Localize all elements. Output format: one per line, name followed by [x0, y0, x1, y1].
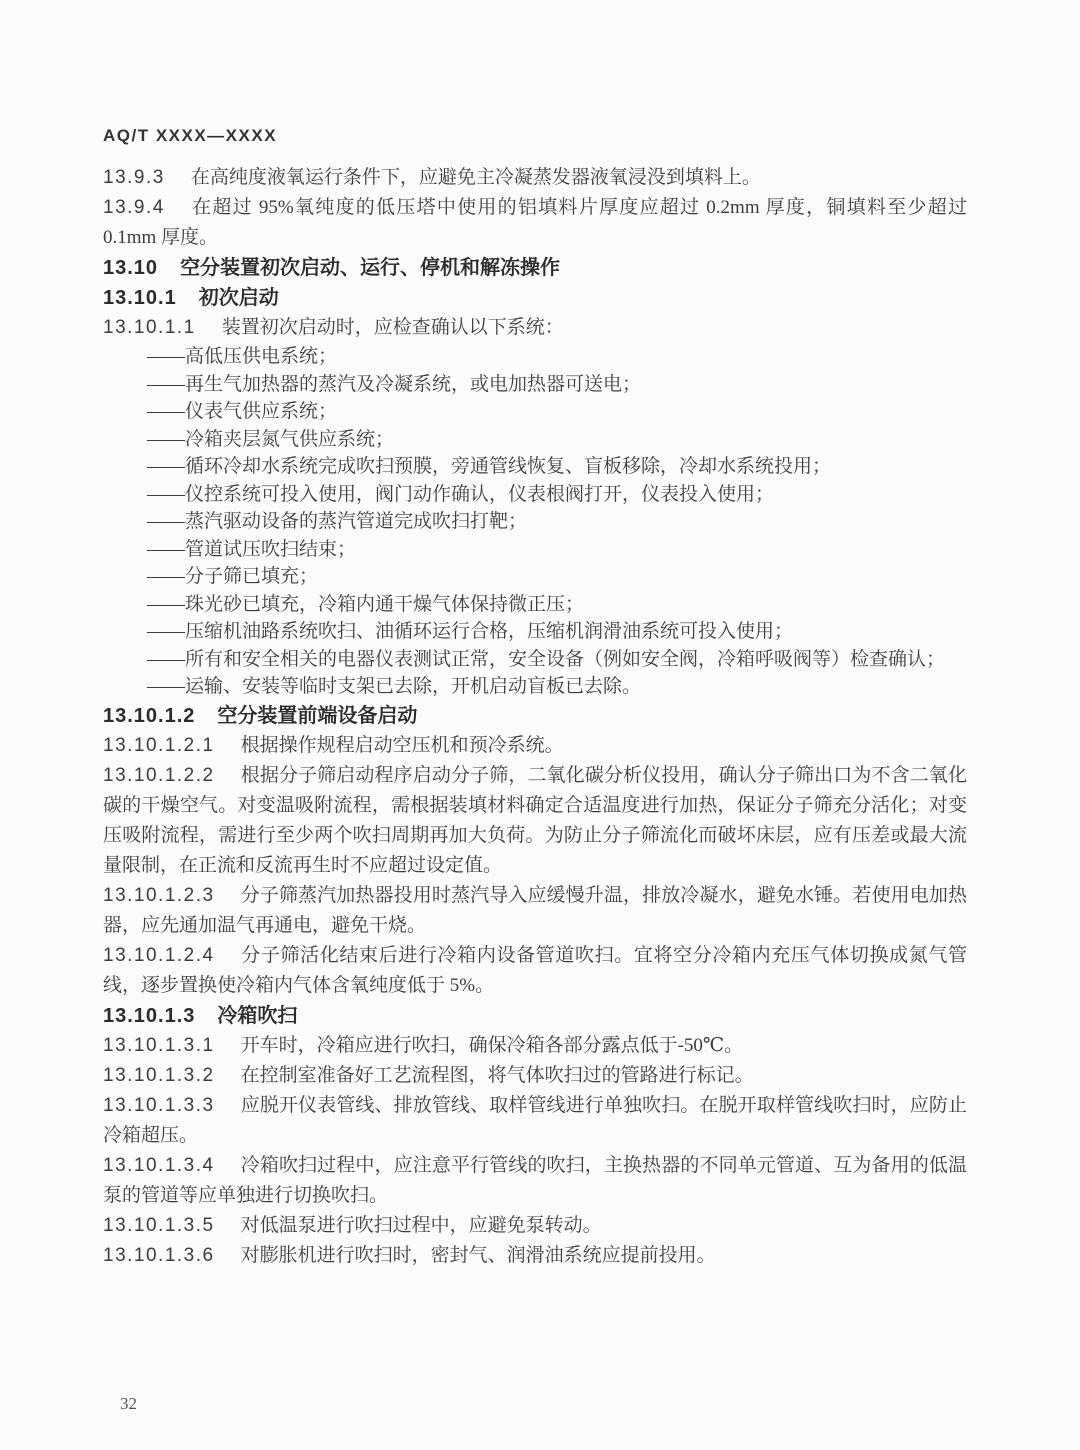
clause-text: 对低温泵进行吹扫过程中，应避免泵转动。	[240, 1214, 602, 1236]
clause-text: 根据操作规程启动空压机和预冷系统。	[240, 734, 564, 756]
list-item: ——循环冷却水系统完成吹扫预膜，旁通管线恢复、盲板移除，冷却水系统投用；	[147, 456, 832, 477]
clause-paragraph	[103, 1151, 967, 1211]
clause-number: 13.10.1.1	[103, 317, 196, 338]
clause-number: 13.10.1.2.1	[103, 734, 215, 756]
list-item: ——管道试压吹扫结束；	[147, 538, 357, 560]
clause-paragraph	[103, 761, 967, 881]
heading-text: 空分装置前端设备启动	[217, 704, 418, 727]
clause-text: 分子筛活化结束后进行冷箱内设备管道吹扫。宜将空分冷箱内充压气体切换成氮气管线，逐步置换使冷箱内气体含氧纯度低于 5%。	[103, 944, 967, 996]
heading-text: 初次启动	[198, 287, 279, 309]
clause-number: 13.9.4	[103, 197, 165, 218]
list-item: ——运输、安装等临时支架已去除，开机启动盲板已去除。	[147, 676, 642, 697]
section-heading	[103, 701, 967, 731]
clause-number: 13.10.1.3.5	[103, 1214, 215, 1236]
list-item: ——冷箱夹层氮气供应系统；	[147, 428, 395, 450]
list-item: ——珠光砂已填充，冷箱内通干燥气体保持微正压；	[147, 593, 585, 615]
clause-paragraph	[103, 941, 967, 1001]
document-header: AQ/T XXXX—XXXX	[103, 126, 278, 145]
list-item: ——分子筛已填充；	[147, 566, 319, 587]
clause-text: 开车时，冷箱应进行吹扫，确保冷箱各部分露点低于-50℃。	[240, 1034, 744, 1056]
heading-number: 13.10.1.2	[103, 704, 196, 727]
section-heading	[103, 283, 967, 313]
list-item: ——高低压供电系统；	[147, 346, 338, 367]
clause-number: 13.10.1.2.3	[103, 884, 215, 906]
clause-number: 13.10.1.2.4	[103, 944, 215, 966]
page-number: 32	[120, 1394, 137, 1413]
clause-paragraph	[103, 881, 967, 941]
clause-text: 在高纯度液氧运行条件下，应避免主冷凝蒸发器液氧浸没到填料上。	[190, 167, 761, 188]
list-item: ——压缩机油路系统吹扫、油循环运行合格，压缩机润滑油系统可投入使用；	[147, 621, 794, 642]
clause-text: 装置初次启动时，应检查确认以下系统：	[221, 317, 564, 338]
clause-text: 分子筛蒸汽加热器投用时蒸汽导入应缓慢升温，排放冷凝水，避免水锤。若使用电加热器，应先通加温气再通电，避免干烧。	[103, 884, 967, 936]
clause-number: 13.10.1.3.4	[103, 1154, 215, 1176]
heading-text: 空分装置初次启动、运行、停机和解冻操作	[180, 257, 561, 279]
document-body	[103, 163, 967, 1271]
section-heading	[103, 253, 967, 283]
section-heading	[103, 1001, 967, 1031]
heading-text: 冷箱吹扫	[217, 1004, 298, 1027]
clause-paragraph	[103, 1031, 967, 1061]
list-item: ——仪控系统可投入使用，阀门动作确认，仪表根阀打开，仪表投入使用；	[147, 483, 775, 505]
clause-text: 根据分子筛启动程序启动分子筛，二氧化碳分析仪投用，确认分子筛出口为不含二氧化碳的干燥空气。对变温吸附流程，需根据装填材料确定合适温度进行加热，保证分子筛充分活化；对变压吸附流程，需进行至少两个吹扫周期再加大负荷。为防止分子筛流化而破坏床层，应有压差或最大流量限制，在正流和反流再生时不应超过设定值。	[103, 764, 967, 876]
clause-paragraph	[103, 313, 967, 343]
clause-paragraph	[103, 193, 967, 253]
clause-paragraph	[103, 163, 967, 193]
clause-text: 应脱开仪表管线、排放管线、取样管线进行单独吹扫。在脱开取样管线吹扫时，应防止冷箱超压。	[103, 1094, 967, 1146]
heading-number: 13.10.1	[103, 287, 177, 309]
list-item: ——蒸汽驱动设备的蒸汽管道完成吹扫打靶；	[147, 511, 528, 532]
clause-number: 13.10.1.3.2	[103, 1064, 215, 1086]
list-item: ——所有和安全相关的电器仪表测试正常，安全设备（例如安全阀，冷箱呼吸阀等）检查确认；	[147, 648, 946, 670]
clause-number: 13.10.1.3.1	[103, 1034, 215, 1056]
clause-number: 13.9.3	[103, 167, 165, 188]
clause-paragraph	[103, 731, 967, 761]
clause-text: 在控制室准备好工艺流程图，将气体吹扫过的管路进行标记。	[240, 1064, 754, 1086]
clause-paragraph	[103, 1061, 967, 1091]
list-item: ——再生气加热器的蒸汽及冷凝系统，或电加热器可送电；	[147, 373, 642, 395]
clause-text: 对膨胀机进行吹扫时，密封气、润滑油系统应提前投用。	[240, 1244, 716, 1266]
clause-number: 13.10.1.2.2	[103, 764, 215, 786]
clause-number: 13.10.1.3.6	[103, 1244, 215, 1266]
clause-paragraph	[103, 1091, 967, 1151]
clause-number: 13.10.1.3.3	[103, 1094, 215, 1116]
clause-text: 冷箱吹扫过程中，应注意平行管线的吹扫，主换热器的不同单元管道、互为备用的低温泵的管道等应单独进行切换吹扫。	[103, 1154, 967, 1206]
clause-paragraph	[103, 1211, 967, 1241]
heading-number: 13.10.1.3	[103, 1004, 196, 1027]
clause-paragraph	[103, 1241, 967, 1271]
clause-text: 在超过 95%氧纯度的低压塔中使用的铝填料片厚度应超过 0.2mm 厚度，铜填料至少超过 0.1mm 厚度。	[103, 197, 967, 248]
list-item: ——仪表气供应系统；	[147, 401, 338, 422]
heading-number: 13.10	[103, 257, 159, 279]
